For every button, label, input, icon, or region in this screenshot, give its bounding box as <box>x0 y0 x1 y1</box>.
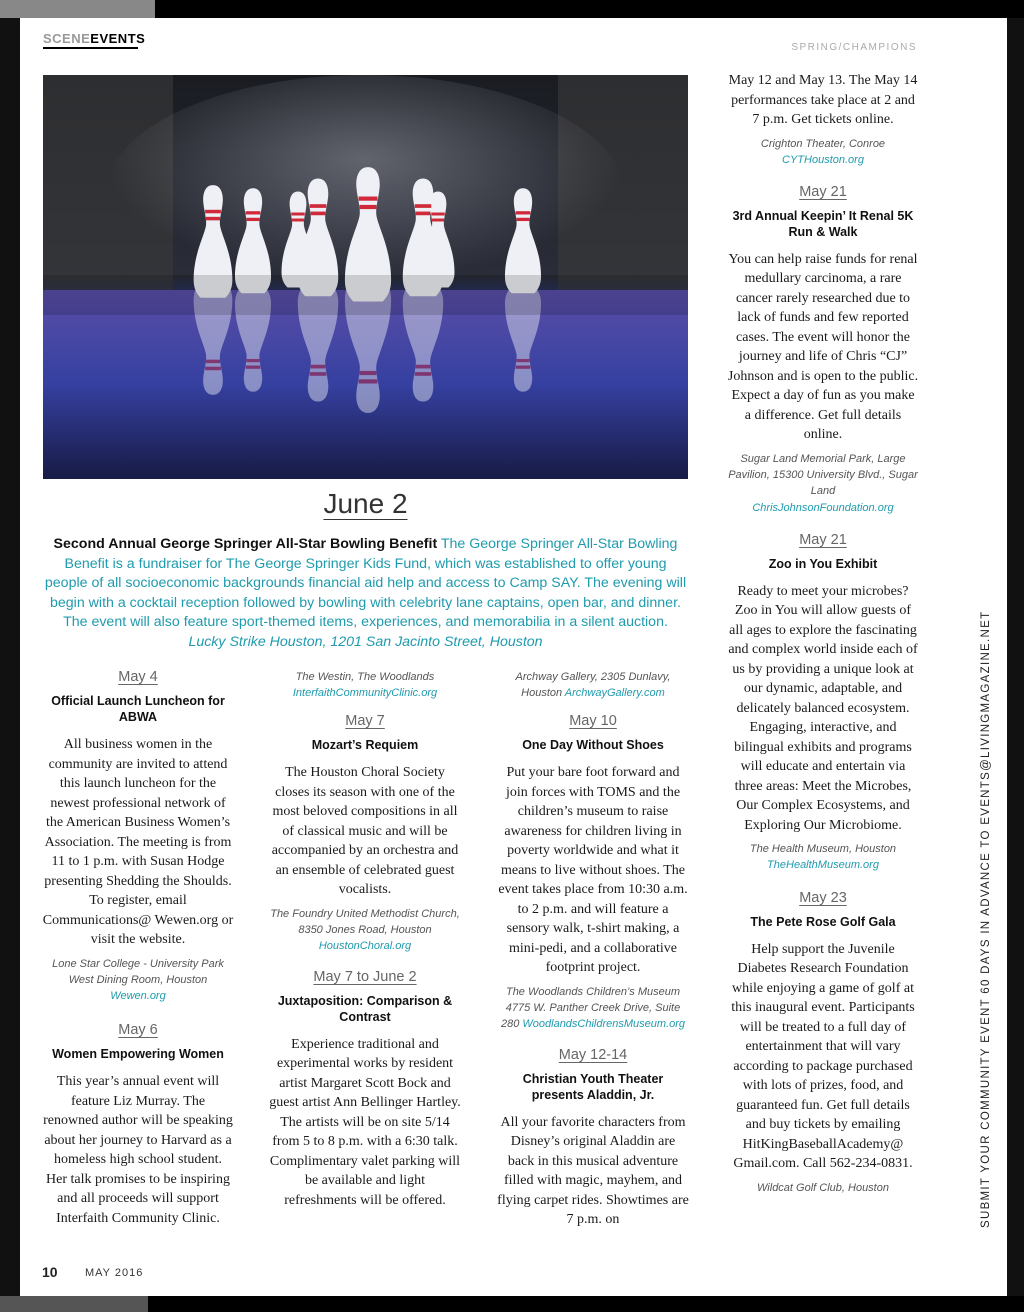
event-location: Sugar Land Memorial Park, Large Pavilion, 15300 University Blvd., Sugar Land ChrisJohnsonFoundation.org <box>728 452 918 514</box>
event-description: Put your bare foot forward and join forces with TOMS and the children’s museum to raise awareness for children living in poverty worldwide and what it means to live without shoes. The event takes place from 10:30 a.m. to 2 p.m. and will feature a sensory walk, t-shirt making, a mini-pedi, and a collaborative footprint project. <box>498 765 688 976</box>
event-description: The Houston Choral Society closes its season with one of the most beloved compositions in all of classical music and will be accompanied by an orchestra and an ensemble of celebrated guest vocalists. <box>271 765 459 898</box>
events-column-3 <box>497 669 689 1230</box>
event-date: May 10 <box>569 713 617 730</box>
event-link[interactable]: CYTHouston.org <box>782 153 864 166</box>
events-column-1 <box>42 669 234 1228</box>
event-date: May 21 <box>799 183 847 200</box>
event-date: May 12-14 <box>558 1046 628 1063</box>
event-description: All your favorite characters from Disney’s original Aladdin are back in this musical adventure filled with magic, mayhem, and flying carpet rides. Showtimes are 7 p.m. on <box>497 1114 689 1228</box>
event-link[interactable]: WoodlandsChildrensMuseum.org <box>522 1018 686 1031</box>
event-title: 3rd Annual Keepin’ It Renal 5K Run & Walk <box>732 208 914 239</box>
event-date: May 21 <box>799 531 847 548</box>
event-description: Help support the Juvenile Diabetes Research Foundation while enjoying a game of golf at this inaugural event. Participants will be treated to a full day of entertainment that will vary according to package purchased with lots of prizes, food, and guaranteed fun. Get full details and buy tickets by emailing HitKingBaseballAcademy@ Gmail.com. Call 562-234-0831. <box>731 941 915 1172</box>
event-location: The Foundry United Methodist Church, 8350 Jones Road, Houston HoustonChoral.org <box>270 907 460 953</box>
event-title: The Pete Rose Golf Gala <box>750 914 896 929</box>
event-date: May 4 <box>118 669 158 685</box>
event-title: Christian Youth Theater presents Aladdin, Jr. <box>522 1071 664 1102</box>
events-column-2 <box>269 669 461 1210</box>
event-date: May 23 <box>799 889 847 906</box>
event-title: Women Empowering Women <box>52 1047 224 1062</box>
bowling-pins-photo <box>43 75 688 479</box>
frame-bottom-bar <box>148 1296 1024 1312</box>
feature-title: Second Annual George Springer All-Star Bowling Benefit <box>53 536 438 552</box>
event-description: All business women in the community are invited to attend this launch luncheon for the newest professional network of the American Business Women’s Association. The meeting is from 11 to 1 p.m. with Susan Hodge presenting Shedding the Shoulds. To register, email Communications@ Wewen.org or visit the website. <box>42 737 234 947</box>
event-title: Official Launch Luncheon for ABWA <box>51 694 225 724</box>
event-location: The Westin, The Woodlands InterfaithCommunityClinic.org <box>292 671 438 700</box>
feature-event <box>43 535 688 653</box>
event-link[interactable]: ArchwayGallery.com <box>564 687 665 700</box>
section-header: SCENEEVENTS <box>43 31 146 46</box>
event-location: The Health Museum, Houston TheHealthMuseum.org <box>749 843 897 872</box>
event-link[interactable]: Wewen.org <box>110 989 166 1002</box>
event-location: Wildcat Golf Club, Houston <box>757 1181 889 1194</box>
frame-corner <box>0 0 155 18</box>
events-column-4 <box>727 71 919 1196</box>
feature-location: Lucky Strike Houston, 1201 San Jacinto Street, Houston <box>188 633 543 650</box>
event-link[interactable]: HoustonChoral.org <box>318 940 412 953</box>
event-date: May 6 <box>118 1022 158 1039</box>
event-location: Archway Gallery, 2305 Dunlavy, Houston ArchwayGallery.com <box>515 671 671 700</box>
event-description: Experience traditional and experimental works by resident artist Margaret Scott Bock and guest artist Ann Bellinger Hartley. The artists will be on site 5/14 from 5 to 8 p.m. with a 6:30 talk. Complimentary valet parking will be available and light refreshments will be offered. <box>269 1036 461 1208</box>
feature-date: June 2 <box>323 488 408 519</box>
event-description: This year’s annual event will feature Liz Murray. The renowned author will be speaking about her journey to Harvard as a homeless high school student. Her talk promises to be inspiring and all proceeds will support Interfaith Community Clinic. <box>43 1074 233 1226</box>
event-location: Lone Star College - University Park West Dining Room, Houston Wewen.org <box>52 957 224 1002</box>
submission-note: SUBMIT YOUR COMMUNITY EVENT 60 DAYS IN ADVANCE TO EVENTS@LIVINGMAGAZINE.NET <box>980 610 992 1228</box>
event-title: Zoo in You Exhibit <box>768 556 878 571</box>
page-number: 10 <box>42 1264 58 1280</box>
magazine-page <box>20 18 1007 1296</box>
event-link[interactable]: ChrisJohnsonFoundation.org <box>752 501 894 514</box>
event-date: May 7 <box>345 713 385 730</box>
frame-top-bar <box>155 0 1024 18</box>
event-title: Juxtaposition: Comparison & Contrast <box>277 993 453 1024</box>
event-location: The Woodlands Children’s Museum 4775 W. Panther Creek Drive, Suite 280 WoodlandsChildrensMuseum.org <box>500 985 686 1031</box>
event-title: One Day Without Shoes <box>522 738 664 753</box>
event-description: You can help raise funds for renal medullary carcinoma, a rare cancer rarely researched due to lack of funds and few reported cases. The event will honor the journey and life of Chris “CJ” Johnson and is open to the public. Expect a day of fun as you make a difference. Get full details online. <box>727 251 919 443</box>
feature-description: The George Springer All-Star Bowling Benefit is a fundraiser for The George Springer Kids Fund, which was established to offer young people of all socioeconomic backgrounds financial aid help and access to Camp SAY. The evening will begin with a cocktail reception followed by bowling with celebrity lane captains, open bar, and dinner. The event will also feature sport-themed items, experiences, and memorabilia in a silent auction. <box>44 536 687 631</box>
event-title: Mozart’s Requiem <box>311 738 419 753</box>
event-description: May 12 and May 13. The May 14 performances take place at 2 and 7 p.m. Get tickets online. <box>728 73 918 127</box>
event-date: May 7 to June 2 <box>313 968 417 985</box>
event-link[interactable]: InterfaithCommunityClinic.org <box>292 687 438 700</box>
frame-corner-bottom <box>0 1296 148 1312</box>
issue-date: MAY 2016 <box>85 1267 144 1279</box>
event-link[interactable]: TheHealthMuseum.org <box>767 859 879 872</box>
event-description: Ready to meet your microbes? Zoo in You will allow guests of all ages to explore the fascinating and complex world inside each of us by providing a unique look at our dynamic, adaptable, and delicately balanced ecosystem. Engaging, interactive, and bilingual exhibits and programs will educate and entertain via three areas: Meet the Microbes, Our Complex Ecosystems, and Exploring Our Microbiome. <box>728 583 918 833</box>
event-location: Crighton Theater, Conroe CYTHouston.org <box>760 137 886 166</box>
header-rule <box>43 47 138 49</box>
section-label: SPRING/CHAMPIONS <box>791 42 917 53</box>
